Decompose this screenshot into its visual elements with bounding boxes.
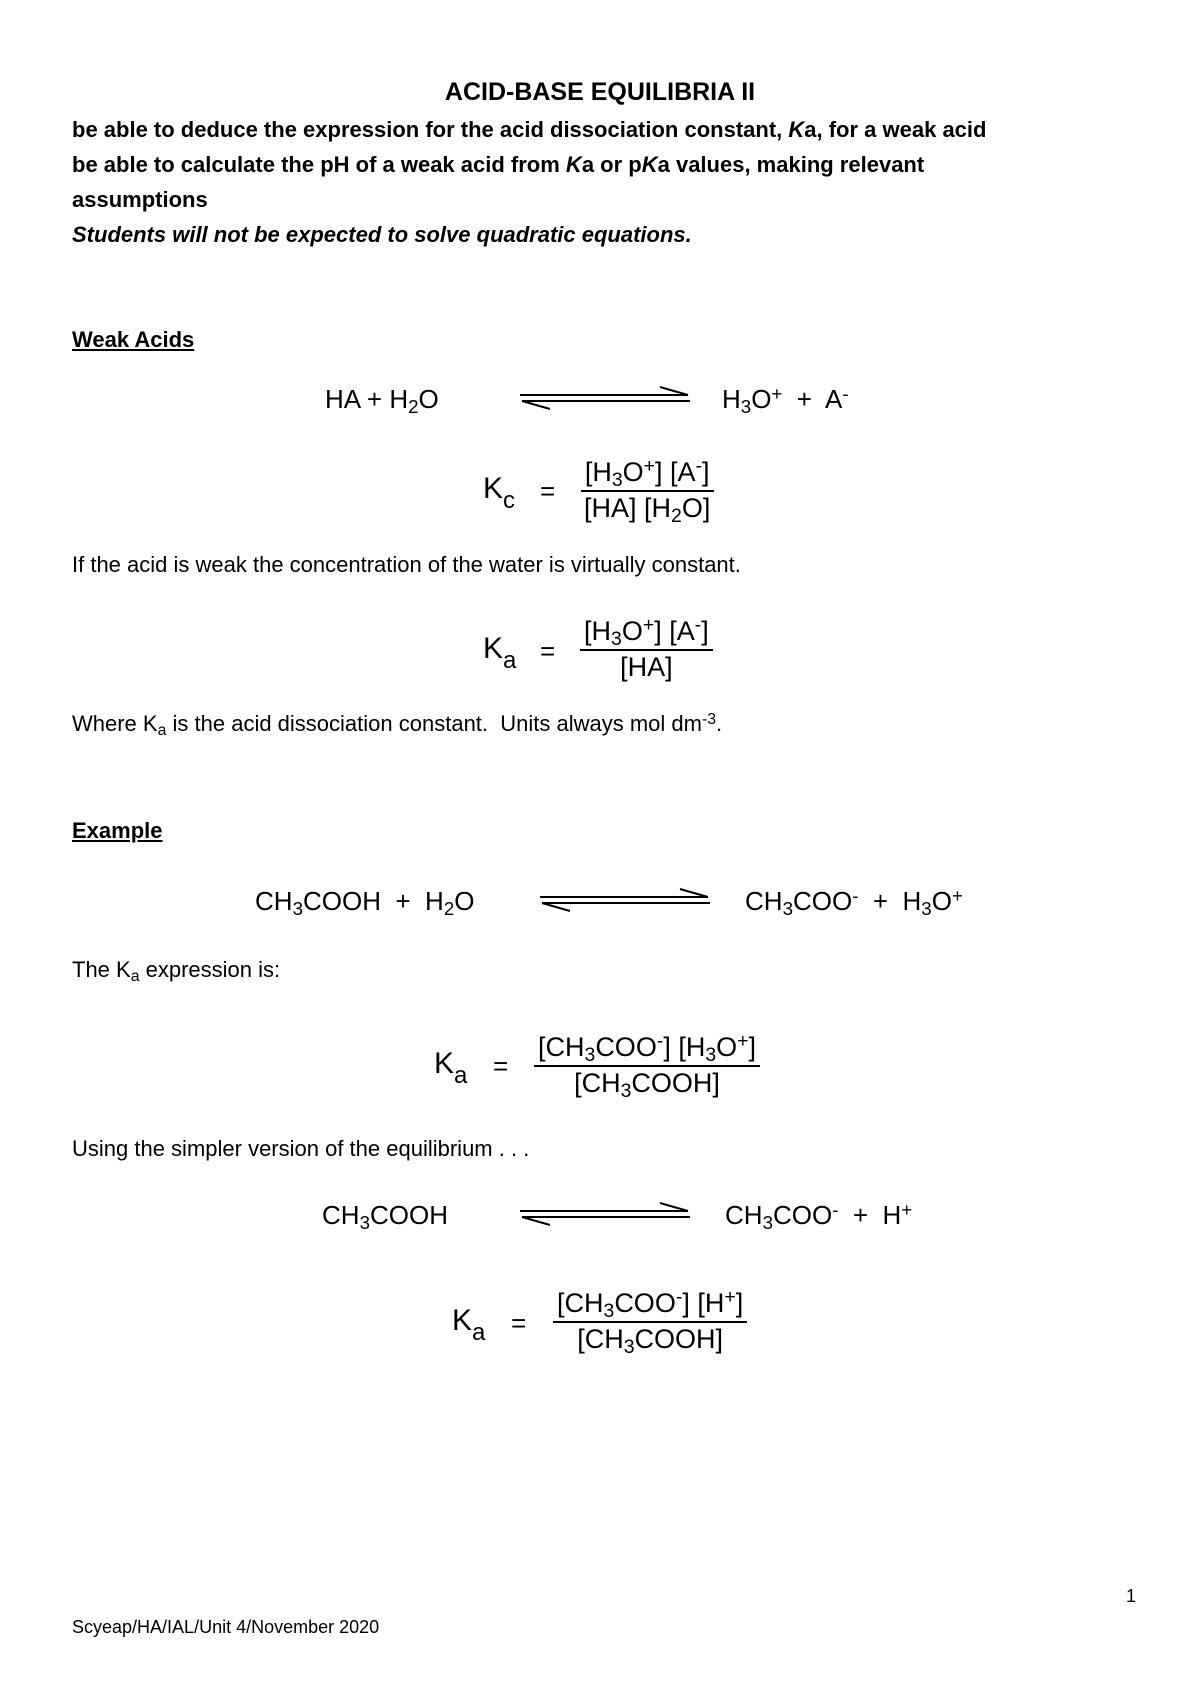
ka-simple-numerator: $[CH_3COO^-]$ [H+] — [553, 1287, 747, 1323]
ka-symbol: $K_a$ — [483, 632, 517, 674]
ka-fraction — [580, 615, 713, 685]
equals-sign: = — [540, 636, 556, 666]
objective-line-3: assumptions — [72, 187, 208, 212]
kc-denominator: [HA] $[H_2O]$ — [584, 492, 711, 528]
equation-2-products: $CH_3COO^- + H_3O^+$ — [745, 884, 963, 920]
kc-fraction — [580, 456, 714, 526]
ka-definition-text: Where $K_a$ is the acid dissociation constant. Units always mol $dm^{-3}$. — [72, 710, 723, 740]
simpler-version-text: Using the simpler version of the equilibrium . . . — [72, 1136, 530, 1161]
equation-1-reactants: HA + $H_2O$ — [325, 384, 439, 418]
footer-text: Scyeap/HA/IAL/Unit 4/November 2020 — [72, 1617, 380, 1637]
ka-acetic-fraction — [534, 1031, 760, 1101]
weak-acid-water-note: If the acid is weak the concentration of the water is virtually constant. — [72, 552, 741, 577]
objective-line-2: be able to calculate the pH of a weak acid from Ka or pKa values, making relevant — [72, 152, 925, 177]
ka-symbol: $K_a$ — [434, 1047, 468, 1089]
ka-symbol: $K_a$ — [452, 1304, 486, 1346]
objective-line-1: be able to deduce the expression for the acid dissociation constant, Ka, for a weak acid — [72, 117, 987, 142]
ka-expression-label: The $K_a$ expression is: — [72, 957, 281, 986]
equilibrium-arrow-icon — [520, 385, 690, 411]
equals-sign: = — [511, 1308, 527, 1338]
ka-acetic-denominator: $[CH_3COOH]$ — [574, 1067, 720, 1103]
ka-denominator: [HA] — [620, 651, 673, 682]
ka-simple-denominator: $[CH_3COOH]$ — [577, 1323, 724, 1359]
equals-sign: = — [493, 1051, 509, 1081]
kc-numerator: $[H_3O^+]$ [A-] — [581, 456, 714, 492]
page-title: ACID-BASE EQUILIBRIA II — [444, 78, 756, 106]
section-heading-example: Example — [72, 818, 163, 843]
kc-symbol: $K_c$ — [483, 472, 516, 514]
equals-sign: = — [540, 476, 556, 506]
ka-numerator: $[H_3O^+]$ [A-] — [580, 615, 713, 651]
equation-3-reactants: $CH_3COOH$ — [322, 1200, 448, 1234]
ka-acetic-numerator: $[CH_3COO^-]$ $[H_3O^+]$ — [534, 1031, 760, 1067]
ka-simple-fraction — [553, 1287, 747, 1357]
section-heading-weak-acids: Weak Acids — [72, 327, 195, 352]
equation-2-reactants: $CH_3COOH + H_2O$ — [255, 886, 475, 920]
page-number: 1 — [1126, 1586, 1137, 1606]
equation-1-products: $H_3O^+ + A^-$ — [722, 382, 849, 418]
objective-note: Students will not be expected to solve quadratic equations. — [72, 222, 692, 247]
equilibrium-arrow-icon — [520, 1201, 690, 1227]
equation-3-products: $CH_3COO^- + H^+$ — [725, 1198, 913, 1234]
equilibrium-arrow-icon — [540, 887, 710, 913]
